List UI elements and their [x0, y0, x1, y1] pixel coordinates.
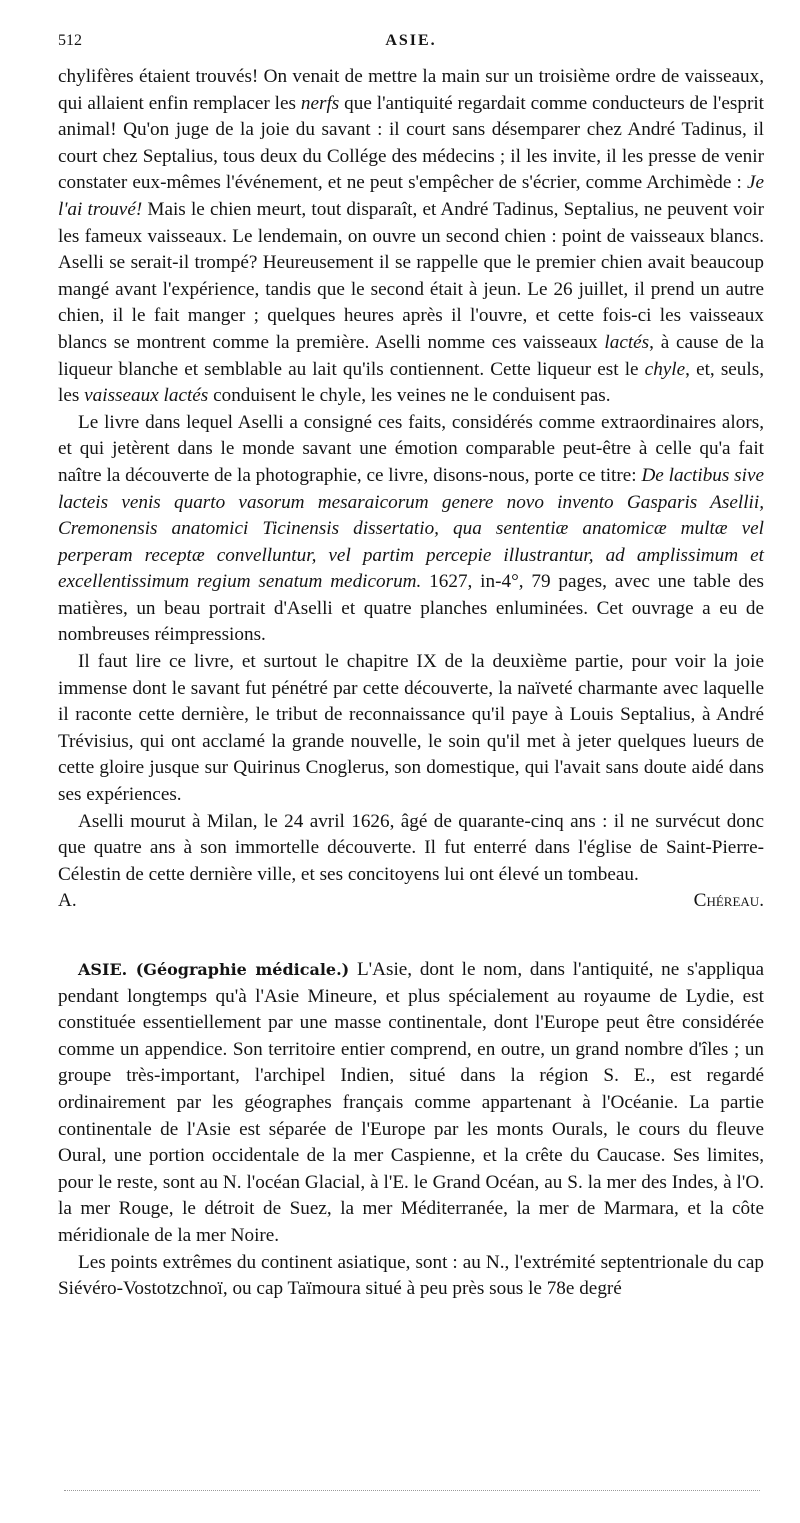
section-gap [58, 915, 764, 957]
paragraph-aselli-discovery [58, 64, 764, 410]
text-run: , et, seuls, les [58, 358, 764, 407]
footer-rule [64, 1490, 760, 1491]
text-run: chylifères étaient trouvés! On venait de mettre la main sur un troisième ordre de vaisseaux, qui allaient enfin remplacer les [58, 66, 764, 114]
section-heading: ASIE. (Géographie médicale.) [78, 960, 350, 979]
text-run: 1627, in-4°, 79 pages, avec une table des matières, un beau portrait d'Aselli et quatre planches enluminées. Cet ouvrage a eu de nombreuses réimpressions. [58, 571, 765, 646]
italic-term: lactés [604, 331, 650, 353]
text-run: L'Asie, dont le nom, dans l'antiquité, ne s'appliqua pendant longtemps qu'à l'Asie Mineure, et plus spécialement au royaume de Lydie, est constituée essentiellement par une masse continentale, dont l'Europe peut être considérée comme un appendice. Son territoire entier comprend, en outre, un grand nombre d'îles ; un groupe très-important, l'archipel Indien, situé dans la région S. E., est regardé ordinairement par les géographes français comme appartenant à l'Océanie. La partie continentale de l'Asie est séparée de l'Europe par les monts Ourals, le cours du fleuve Oural, une portion occidentale de la mer Caspienne, et la crête du Caucase. Ses limites, pour le reste, sont au N. l'océan Glacial, à l'E. le Grand Océan, au S. la mer des Indes, à l'O. la mer Rouge, le détroit de Suez, la mer Méditerranée, la mer de Marmara, et la côte méridionale de la mer Noire. [58, 959, 764, 1246]
text-run: que l'antiquité regardait comme conducteurs de l'esprit animal! Qu'on juge de la joie du savant : il court sans désemparer chez André Tadinus, il court chez Septalius, tous deux du Collége des médecins ; il les invite, il les presse de venir constater eux-mêmes l'événement, et ne peut s'empêcher de s'écrier, comme Archimède : [58, 92, 764, 194]
italic-term: nerfs [300, 92, 340, 114]
running-title: ASIE. [385, 32, 437, 49]
page-header [58, 28, 764, 54]
section-asie [58, 957, 764, 1250]
page-number: 512 [58, 32, 82, 49]
author-signature: A. Chéreau. [58, 890, 764, 912]
text-run: Aselli mourut à Milan, le 24 avril 1626, âgé de quarante-cinq ans : il ne survécut donc que quatre ans à son immortelle découverte. Il fut enterré dans l'église de Saint-Pierre-Célestin de cette dernière ville, et ses concitoyens lui ont élevé un tombeau. [58, 810, 764, 885]
italic-quote: Je l'ai trouvé! [58, 172, 764, 220]
text-run: Mais le chien meurt, tout disparaît, et André Tadinus, Septalius, ne peuvent voir les fameux vaisseaux. Le lendemain, on ouvre un second chien : point de vaisseaux blancs. Aselli se serait-il trompé? Heureusement il se rappelle que le premier chien avait beaucoup mangé avant l'expérience, tandis que le second était à jeun. Le 26 juillet, il prend un autre chien, il le fait manger ; quelques heures après il l'ouvre, et cette fois-ci les vaisseaux blancs se montrent comme la première. Aselli nomme ces vaisseaux [58, 198, 765, 353]
text-run: , à cause de la liqueur blanche et semblable au lait qu'ils contiennent. Cette liqueur est le [58, 331, 764, 380]
text-run: conduisent le chyle, les veines ne le conduisent pas. [208, 385, 611, 407]
paragraph-read-book: Il faut lire ce livre, et surtout le chapitre IX de la deuxième partie, pour voir la joie immense dont le savant fut pénétré par cette découverte, la naïveté charmante avec laquelle il raconte cette dernière, le tribut de reconnaissance qu'il paye à Louis Septalius, à André Trévisius, qui ont acclamé la grande nouvelle, le soin qu'il met à jeter quelques lueurs de cette gloire jusque sur Quirinus Cnoglerus, son domestique, qui l'avait sans doute aidé dans ses expériences. [58, 651, 764, 806]
paragraph-book-title [58, 410, 764, 649]
italic-term: vaisseaux lactés [84, 385, 209, 407]
paragraph-extreme-points: Les points extrêmes du continent asiatique, sont : au N., l'extrémité septentrionale du cap Siévéro-Vostotzchnoï, ou cap Taïmoura situé à peu près sous le 78e degré [58, 1251, 764, 1300]
text-run: Le livre dans lequel Aselli a consigné ces faits, considérés comme extraordinaires alors, et qui jetèrent dans le monde savant une émotion comparable peut-être à celle qu'a fait naître la découverte de la photographie, ce livre, disons-nous, porte ce titre: [58, 411, 764, 486]
italic-term: chyle [644, 358, 686, 380]
book-title-latin: De lactibus sive lacteis venis quarto vasorum mesaraicorum genere novo invento Gasparis Asellii, Cremonensis anatomici Ticinensis dissertatio, qua sententiæ anatomicæ multæ vel perperam receptæ convelluntur, vel partim percepie illustrantur, ad amplissimum et excellentissimum regium senatum medicorum. [58, 464, 764, 593]
paragraph-aselli-death [58, 809, 764, 889]
signature-line [58, 888, 764, 915]
